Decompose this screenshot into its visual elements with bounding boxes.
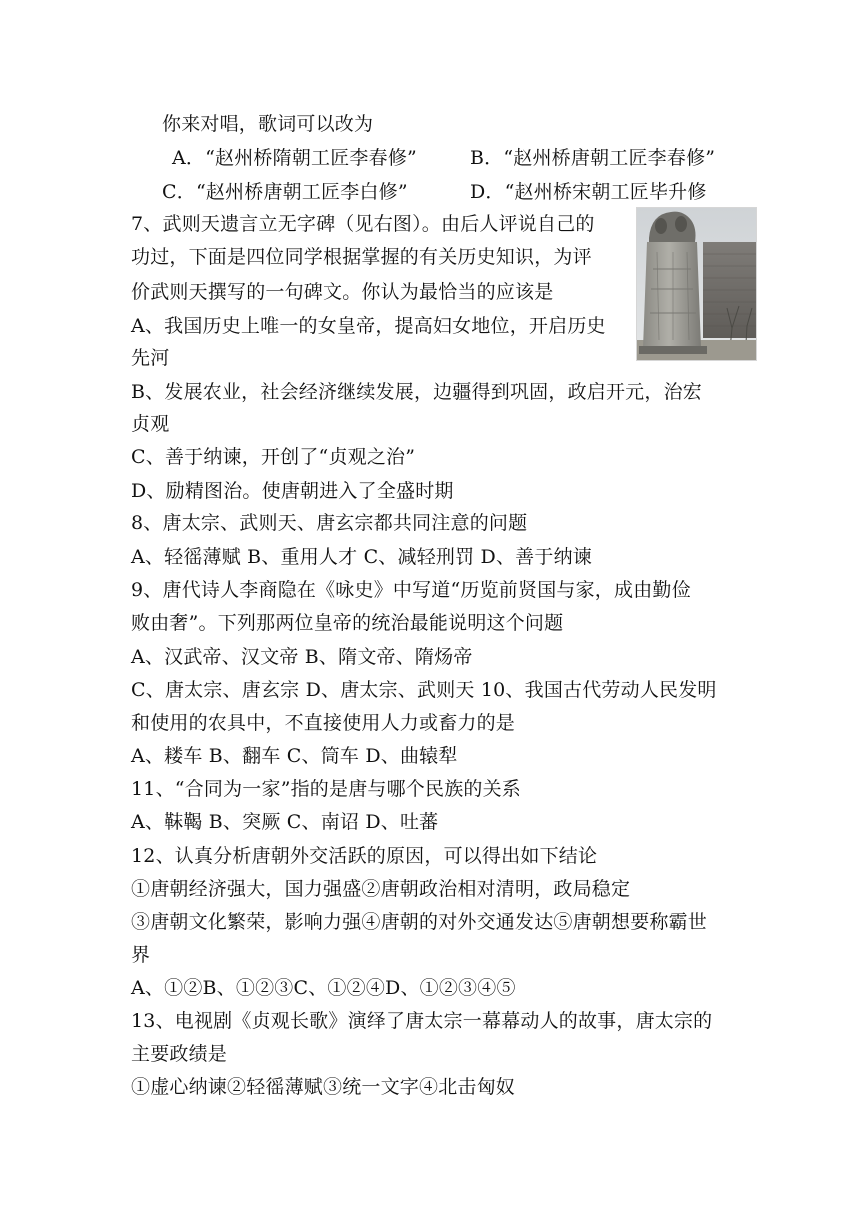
question-9: 9、唐代诗人李商隐在《咏史》中写道“历览前贤国与家，成由勤俭 [131,579,691,601]
option-d: D．“赵州桥宋朝工匠毕升修 [470,181,707,203]
text-line: 价武则天撰写的一句碑文。你认为最恰当的应该是 [131,281,554,303]
text-line: 界 [131,944,151,966]
text-line: 先河 [131,347,170,369]
stele-photo [636,207,757,361]
options-line: A、靺鞨 B、突厥 C、南诏 D、吐蕃 [131,811,439,833]
option-a: A、我国历史上唯一的女皇帝，提高妇女地位，开启历史 [131,315,606,337]
option-c: C．“赵州桥唐朝工匠李白修” [162,181,408,203]
text-line: 败由奢”。下列那两位皇帝的统治最能说明这个问题 [131,612,564,634]
question-13: 13、电视剧《贞观长歌》演绎了唐太宗一幕幕动人的故事，唐太宗的 [131,1010,713,1032]
option-d: D、励精图治。使唐朝进入了全盛时期 [131,480,454,502]
options-line: A、耧车 B、翻车 C、筒车 D、曲辕犁 [131,745,458,767]
question-7: 7、武则天遗言立无字碑（见右图）。由后人评说自己的 [131,213,595,235]
text-line: ①虚心纳谏②轻徭薄赋③统一文字④北击匈奴 [131,1076,516,1098]
options-line: A、轻徭薄赋 B、重用人才 C、减轻刑罚 D、善于纳谏 [131,546,592,568]
option-c: C、善于纳谏，开创了“贞观之治” [131,446,416,468]
text-line: 和使用的农具中，不直接使用人力或畜力的是 [131,712,516,734]
text-line: 主要政绩是 [131,1043,228,1065]
question-11: 11、“合同为一家”指的是唐与哪个民族的关系 [131,778,522,800]
option-b: B．“赵州桥唐朝工匠李春修” [470,147,716,169]
text-line: 贞观 [131,413,170,435]
options-line: C、唐太宗、唐玄宗 D、唐太宗、武则天 10、我国古代劳动人民发明 [131,679,717,701]
question-8: 8、唐太宗、武则天、唐玄宗都共同注意的问题 [131,512,528,534]
option-a: A．“赵州桥隋朝工匠李春修” [172,147,417,169]
options-line: A、汉武帝、汉文帝 B、隋文帝、隋炀帝 [131,646,473,668]
text-line: ①唐朝经济强大，国力强盛②唐朝政治相对清明，政局稳定 [131,878,631,900]
options-line: A、①②B、①②③C、①②④D、①②③④⑤ [131,977,516,999]
option-b: B、发展农业，社会经济继续发展，边疆得到巩固，政启开元，治宏 [131,381,702,403]
text-line: ③唐朝文化繁荣，影响力强④唐朝的对外交通发达⑤唐朝想要称霸世 [131,911,708,933]
text-line: 你来对唱，歌词可以改为 [162,113,374,135]
text-line: 功过，下面是四位同学根据掌握的有关历史知识，为评 [131,246,592,268]
question-12: 12、认真分析唐朝外交活跃的原因，可以得出如下结论 [131,845,598,867]
